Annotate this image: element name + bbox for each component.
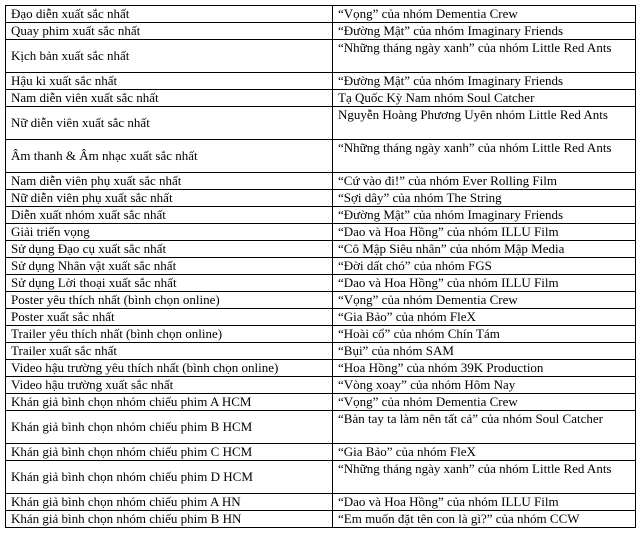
award-name: Diễn xuất nhóm xuất sắc nhất bbox=[6, 207, 333, 224]
table-row bbox=[6, 461, 636, 494]
award-winner: “Vọng” của nhóm Dementia Crew bbox=[333, 394, 636, 411]
table-row bbox=[6, 326, 636, 343]
award-name: Khán giả bình chọn nhóm chiếu phim A HCM bbox=[6, 394, 333, 411]
table-row bbox=[6, 23, 636, 40]
awards-table-container bbox=[5, 5, 635, 528]
award-name: Âm thanh & Âm nhạc xuất sắc nhất bbox=[6, 140, 333, 173]
table-row bbox=[6, 241, 636, 258]
table-row bbox=[6, 140, 636, 173]
award-name: Khán giả bình chọn nhóm chiếu phim B HCM bbox=[6, 411, 333, 444]
table-row bbox=[6, 309, 636, 326]
award-name: Poster xuất sắc nhất bbox=[6, 309, 333, 326]
award-winner: “Vọng” của nhóm Dementia Crew bbox=[333, 6, 636, 23]
table-row bbox=[6, 343, 636, 360]
table-row bbox=[6, 377, 636, 394]
award-winner: “Dao và Hoa Hồng” của nhóm ILLU Film bbox=[333, 494, 636, 511]
award-name: Nam diễn viên phụ xuất sắc nhất bbox=[6, 173, 333, 190]
award-winner: “Gia Bảo” của nhóm FleX bbox=[333, 309, 636, 326]
award-winner: “Bụi” của nhóm SAM bbox=[333, 343, 636, 360]
award-name: Khán giả bình chọn nhóm chiếu phim C HCM bbox=[6, 444, 333, 461]
award-winner: “Những tháng ngày xanh” của nhóm Little Red Ants bbox=[333, 140, 636, 173]
awards-table bbox=[5, 5, 636, 528]
award-name: Sử dụng Đạo cụ xuất sắc nhất bbox=[6, 241, 333, 258]
award-winner: “Em muốn đặt tên con là gì?” của nhóm CCW bbox=[333, 511, 636, 528]
award-name: Sử dụng Lời thoại xuất sắc nhất bbox=[6, 275, 333, 292]
award-winner: “Dao và Hoa Hồng” của nhóm ILLU Film bbox=[333, 224, 636, 241]
award-name: Video hậu trường xuất sắc nhất bbox=[6, 377, 333, 394]
award-name: Khán giả bình chọn nhóm chiếu phim D HCM bbox=[6, 461, 333, 494]
table-row bbox=[6, 173, 636, 190]
award-winner: “Dao và Hoa Hồng” của nhóm ILLU Film bbox=[333, 275, 636, 292]
award-name: Sử dụng Nhân vật xuất sắc nhất bbox=[6, 258, 333, 275]
table-row bbox=[6, 394, 636, 411]
table-row bbox=[6, 292, 636, 309]
table-row bbox=[6, 207, 636, 224]
table-row bbox=[6, 360, 636, 377]
award-name: Video hậu trường yêu thích nhất (bình chọn online) bbox=[6, 360, 333, 377]
award-winner: “Hoa Hồng” của nhóm 39K Production bbox=[333, 360, 636, 377]
award-name: Khán giả bình chọn nhóm chiếu phim B HN bbox=[6, 511, 333, 528]
award-winner: “Đường Mật” của nhóm Imaginary Friends bbox=[333, 23, 636, 40]
award-name: Nữ diễn viên xuất sắc nhất bbox=[6, 107, 333, 140]
table-row bbox=[6, 275, 636, 292]
award-winner: “Vòng xoay” của nhóm Hôm Nay bbox=[333, 377, 636, 394]
award-winner: “Hoài cổ” của nhóm Chín Tám bbox=[333, 326, 636, 343]
awards-table-body bbox=[6, 6, 636, 528]
table-row bbox=[6, 40, 636, 73]
table-row bbox=[6, 107, 636, 140]
table-row bbox=[6, 511, 636, 528]
award-winner: “Những tháng ngày xanh” của nhóm Little Red Ants bbox=[333, 40, 636, 73]
table-row bbox=[6, 190, 636, 207]
award-name: Nữ diễn viên phụ xuất sắc nhất bbox=[6, 190, 333, 207]
award-name: Trailer yêu thích nhất (bình chọn online) bbox=[6, 326, 333, 343]
award-name: Hậu kì xuất sắc nhất bbox=[6, 73, 333, 90]
award-winner: “Vọng” của nhóm Dementia Crew bbox=[333, 292, 636, 309]
award-name: Giải triển vọng bbox=[6, 224, 333, 241]
award-name: Đạo diễn xuất sắc nhất bbox=[6, 6, 333, 23]
award-winner: “Đời dất chó” của nhóm FGS bbox=[333, 258, 636, 275]
award-name: Poster yêu thích nhất (bình chọn online) bbox=[6, 292, 333, 309]
award-name: Kịch bản xuất sắc nhất bbox=[6, 40, 333, 73]
table-row bbox=[6, 6, 636, 23]
award-winner: “Những tháng ngày xanh” của nhóm Little Red Ants bbox=[333, 461, 636, 494]
award-winner: Nguyễn Hoàng Phương Uyên nhóm Little Red Ants bbox=[333, 107, 636, 140]
award-name: Quay phim xuất sắc nhất bbox=[6, 23, 333, 40]
award-name: Trailer xuất sắc nhất bbox=[6, 343, 333, 360]
award-winner: “Cô Mập Siêu nhân” của nhóm Mập Media bbox=[333, 241, 636, 258]
award-winner: “Đường Mật” của nhóm Imaginary Friends bbox=[333, 207, 636, 224]
award-winner: “Gia Bảo” của nhóm FleX bbox=[333, 444, 636, 461]
award-winner: “Sợi dây” của nhóm The String bbox=[333, 190, 636, 207]
table-row bbox=[6, 73, 636, 90]
award-name: Khán giả bình chọn nhóm chiếu phim A HN bbox=[6, 494, 333, 511]
award-name: Nam diễn viên xuất sắc nhất bbox=[6, 90, 333, 107]
table-row bbox=[6, 90, 636, 107]
award-winner: “Đường Mật” của nhóm Imaginary Friends bbox=[333, 73, 636, 90]
table-row bbox=[6, 444, 636, 461]
table-row bbox=[6, 411, 636, 444]
table-row bbox=[6, 258, 636, 275]
award-winner: “Bàn tay ta làm nên tất cả” của nhóm Soul Catcher bbox=[333, 411, 636, 444]
table-row bbox=[6, 224, 636, 241]
award-winner: “Cứ vào đi!” của nhóm Ever Rolling Film bbox=[333, 173, 636, 190]
table-row bbox=[6, 494, 636, 511]
award-winner: Tạ Quốc Kỳ Nam nhóm Soul Catcher bbox=[333, 90, 636, 107]
